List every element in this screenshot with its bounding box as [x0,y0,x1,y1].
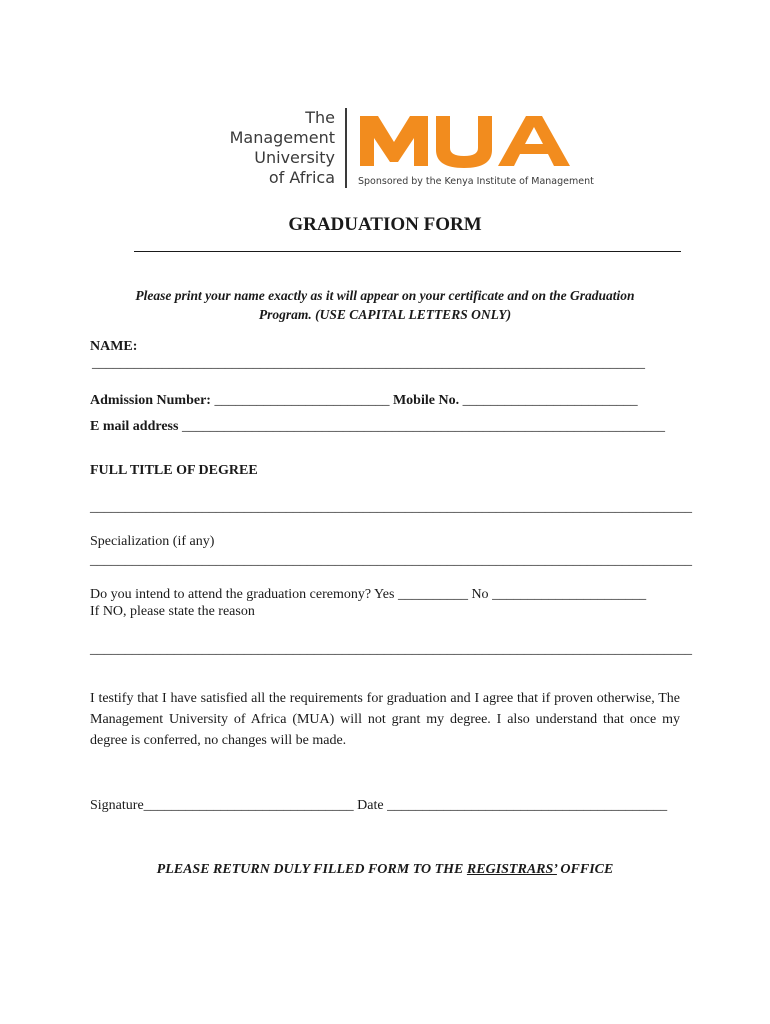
declaration-paragraph: I testify that I have satisfied all the requirements for graduation and I agree that if proven otherwise, The Management University of Africa (MUA) will not grant my degree. I also understand that once my degree is conferred, no changes will be made. [90,691,680,748]
name-label: NAME: [90,339,138,354]
return-instruction [0,862,770,878]
return-instruction-prefix: PLEASE RETURN DULY FILLED FORM TO THE [156,862,467,877]
email-label: E mail address [90,419,179,434]
date-field[interactable]: ________________________________________ [387,798,668,813]
name-field[interactable]: _______________________________________________________________________________ [92,356,645,371]
instructions-line-1: Please print your name exactly as it will appear on your certificate and on the Graduation [135,288,635,303]
instructions-line-2: Program. (USE CAPITAL LETTERS ONLY) [258,307,512,322]
admission-mobile-row [90,393,638,409]
date-label: Date [357,798,384,813]
attendance-no-field[interactable]: ______________________ [492,587,647,602]
attendance-row [90,587,646,603]
university-name-logo [205,108,335,188]
return-instruction-suffix: OFFICE [556,862,614,877]
sponsor-text: Sponsored by the Kenya Institute of Management [358,176,594,187]
attendance-no-label: No [471,587,489,602]
form-title: GRADUATION FORM [288,214,482,235]
specialization-field[interactable]: ______________________________________________________________________________________ [90,553,692,568]
mobile-number-field[interactable]: _________________________ [462,393,638,408]
logo-line-4: of Africa [268,168,335,187]
specialization-label: Specialization (if any) [90,534,215,549]
logo-line-2: Management [229,128,335,147]
instructions [90,286,680,324]
degree-label: FULL TITLE OF DEGREE [90,463,258,478]
signature-row [90,798,667,814]
attendance-yes-field[interactable]: __________ [397,587,468,602]
mua-logo-mark [358,112,580,168]
logo-line-3: University [254,148,335,167]
mobile-number-label: Mobile No. [392,393,460,408]
logo-line-1: The [305,108,335,127]
admission-number-field[interactable]: _________________________ [214,393,390,408]
signature-label: Signature [90,798,144,813]
email-field[interactable]: _____________________________________________________________________ [181,419,665,434]
registrars-office: REGISTRARS’ [466,862,557,877]
email-row [90,419,665,435]
logo-divider [345,108,347,188]
title-divider [134,251,681,252]
attendance-question: Do you intend to attend the graduation ceremony? Yes [90,587,395,602]
reason-label: If NO, please state the reason [90,604,255,619]
reason-field[interactable]: ______________________________________________________________________________________ [90,642,692,657]
degree-field[interactable]: ______________________________________________________________________________________ [90,500,692,515]
signature-field[interactable]: ______________________________ [143,798,354,813]
admission-number-label: Admission Number: [90,393,211,408]
